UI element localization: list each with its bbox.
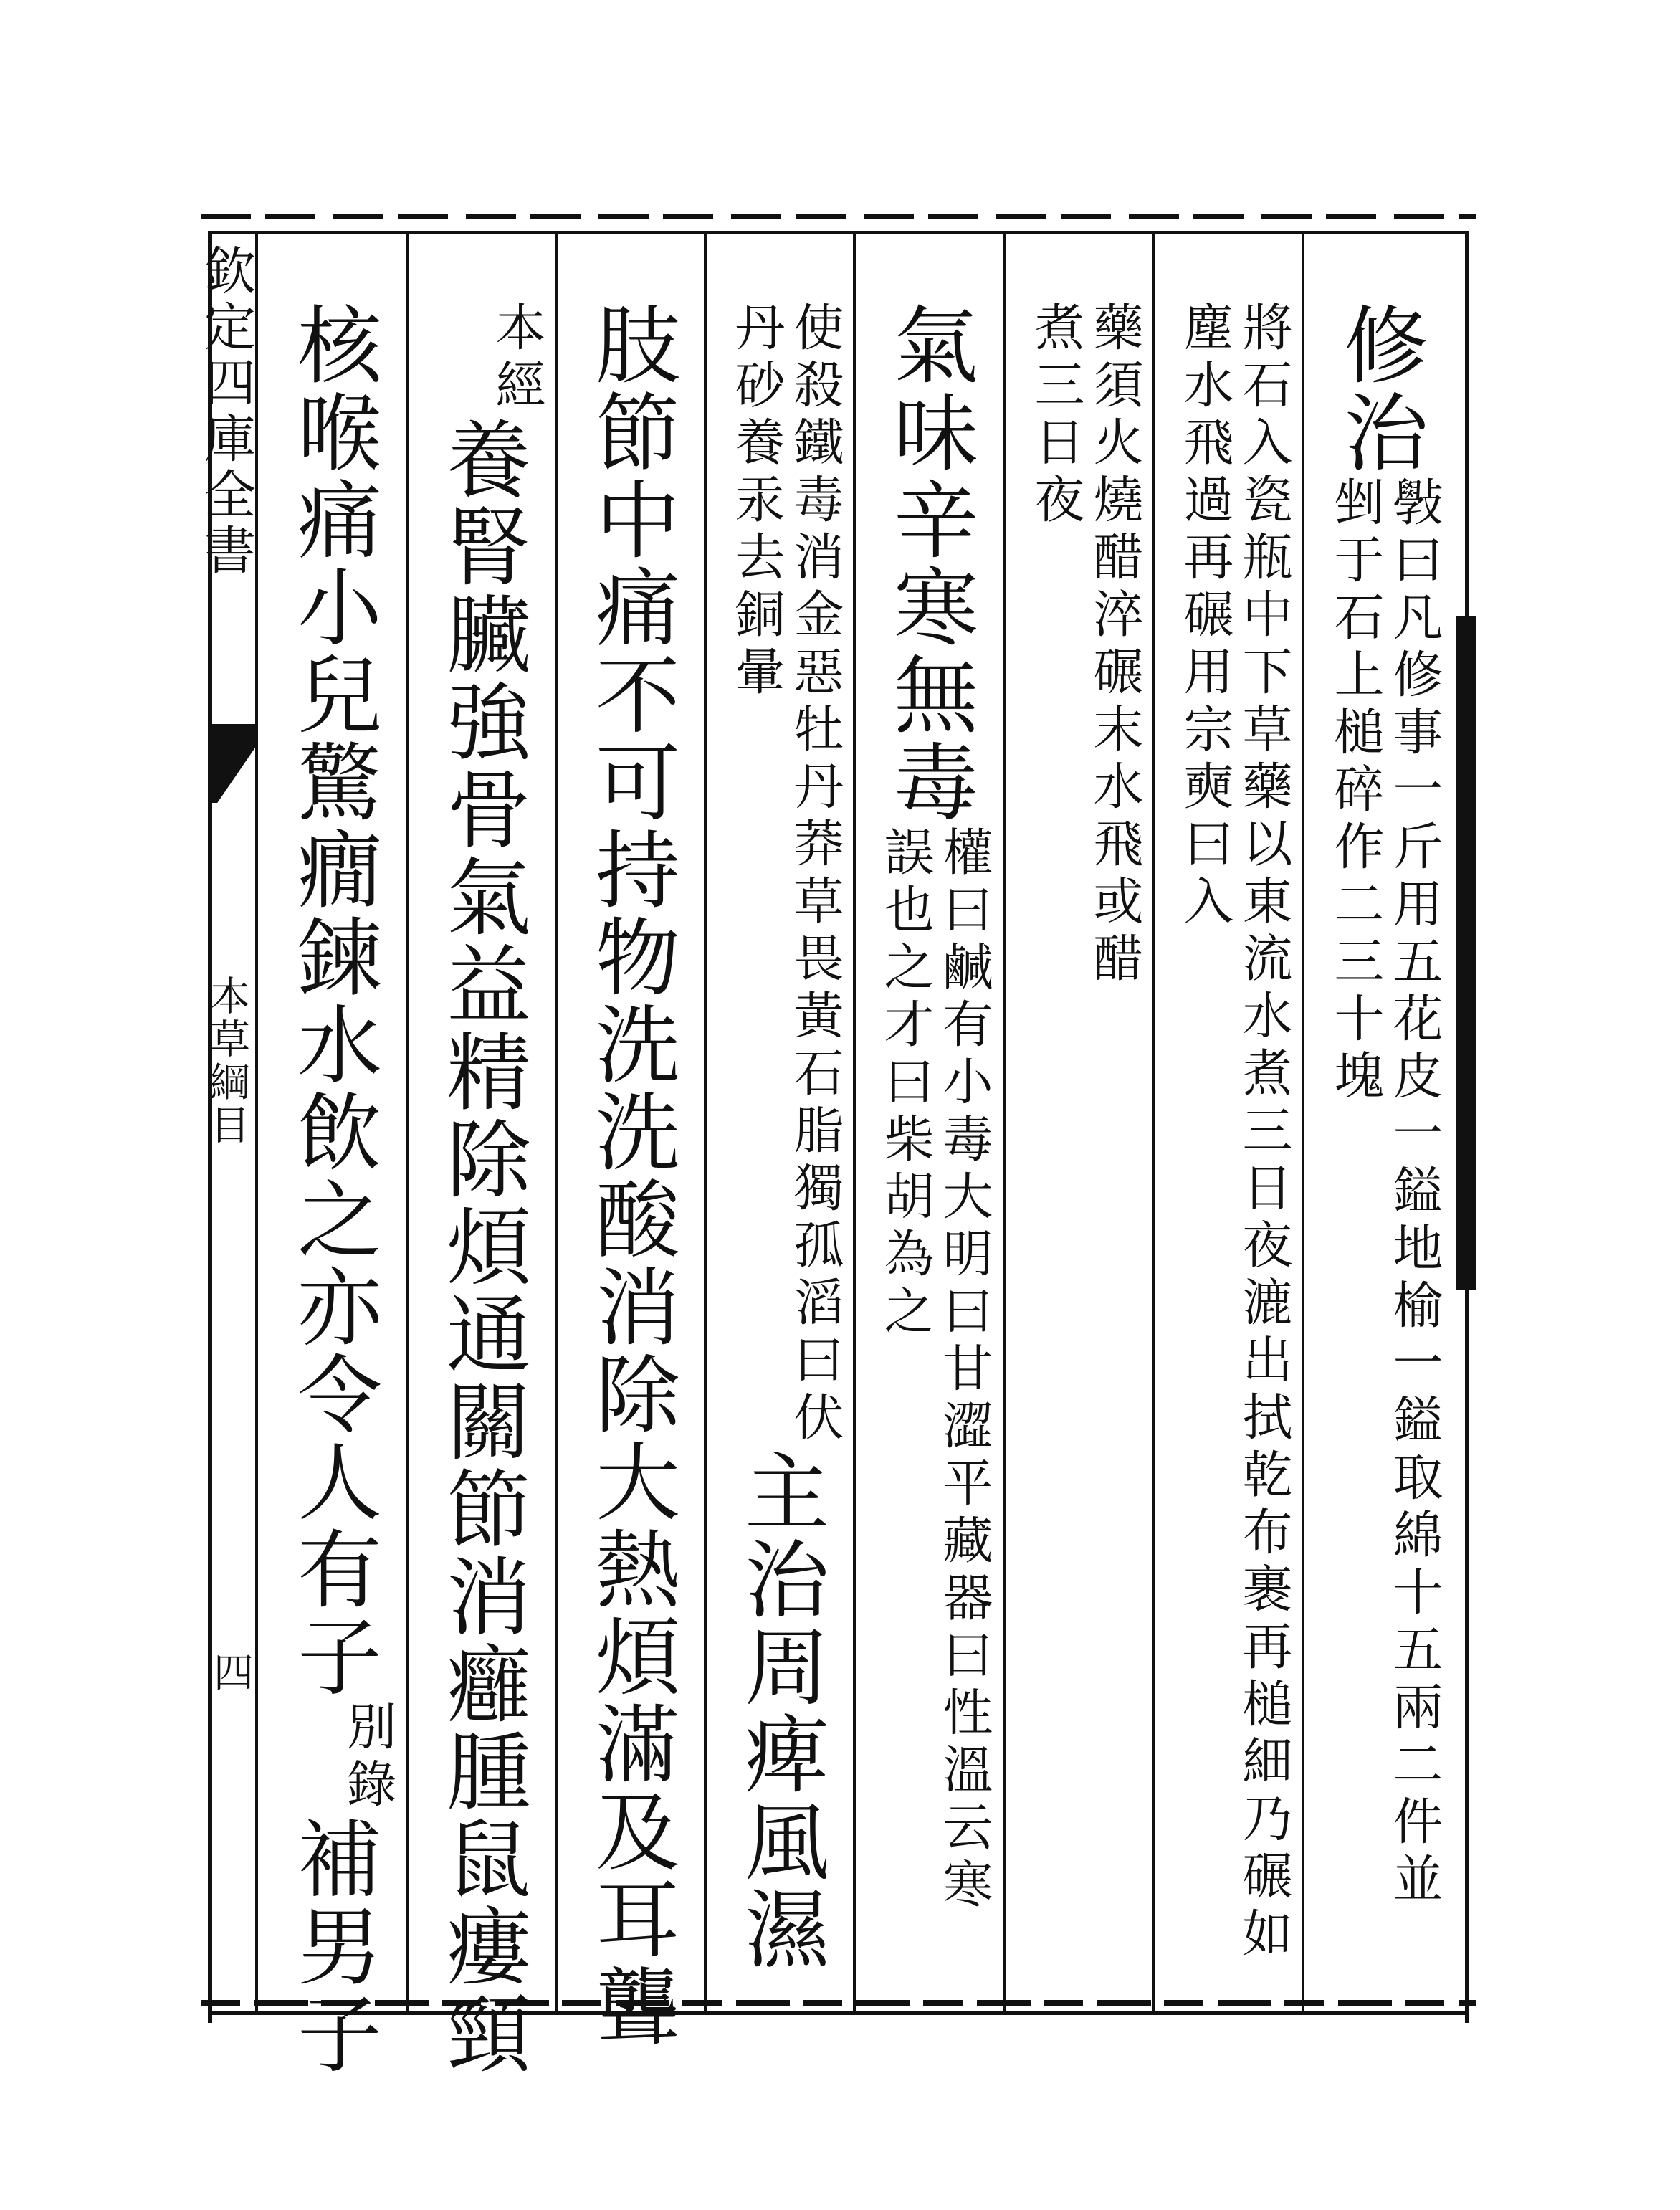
column-divider xyxy=(406,234,409,2014)
text-column-5 xyxy=(708,301,851,1973)
column-divider xyxy=(853,234,856,2014)
top-border xyxy=(201,214,1476,219)
section-heading: 氣味辛寒無毒 xyxy=(879,301,978,826)
margin-book-name: 本草綱目 xyxy=(204,975,250,1147)
main-text: 肢節中痛不可持物洗洗酸消除大熱煩滿及耳聾 xyxy=(581,301,680,2050)
annotation-text: 藥須火燒醋淬碾末水飛或醋煮三日夜 xyxy=(1026,301,1144,989)
text-column-8 xyxy=(261,301,404,2077)
text-column-2 xyxy=(1157,301,1300,1978)
main-text: 核喉痛小兒驚癇鍊水飲之亦令人有子 xyxy=(283,301,382,1700)
source-tag: 別錄 xyxy=(338,1700,397,1815)
section-heading: 主治周痺風濕 xyxy=(730,1448,829,1973)
main-text: 補男子 xyxy=(283,1815,382,2077)
binding-edge-bar xyxy=(1456,616,1476,1290)
text-column-4 xyxy=(857,301,1001,1958)
column-divider xyxy=(1302,234,1304,2014)
section-heading: 修治 xyxy=(1330,301,1428,476)
margin-page-number: 四 xyxy=(214,1650,254,1697)
annotation-text: 權曰鹹有小毒大明曰甘澀平藏器曰性溫云寒誤也之才曰柴胡為之 xyxy=(876,826,993,1915)
column-divider xyxy=(1152,234,1155,2014)
margin-title: 欽定四庫全書 xyxy=(196,244,256,579)
column-divider xyxy=(704,234,707,2014)
annotation-text: 將石入瓷瓶中下草藥以東流水煮三日夜漉出拭乾布裹再槌細乃碾如塵水飛過再碾用宗奭曰入 xyxy=(1175,301,1293,1964)
source-tag: 本經 xyxy=(487,301,546,416)
text-column-3 xyxy=(1008,301,1151,989)
text-column-7 xyxy=(410,301,553,2077)
annotation-text: 使殺鐵毒消金惡牡丹莽草畏黃石脂獨孤滔曰伏丹砂養汞去銅暈 xyxy=(727,301,844,1448)
text-column-1 xyxy=(1307,301,1451,1938)
column-divider xyxy=(1003,234,1006,2014)
main-text: 養腎臟強骨氣益精除煩通關節消癰腫鼠瘻頸 xyxy=(432,416,531,2077)
column-divider xyxy=(555,234,558,2014)
annotation-text: 斅曰凡修事一斤用五花皮一鎰地榆一鎰取綿十五兩二件並剉于石上槌碎作二三十塊 xyxy=(1326,476,1443,1910)
text-column-6 xyxy=(559,301,702,2050)
